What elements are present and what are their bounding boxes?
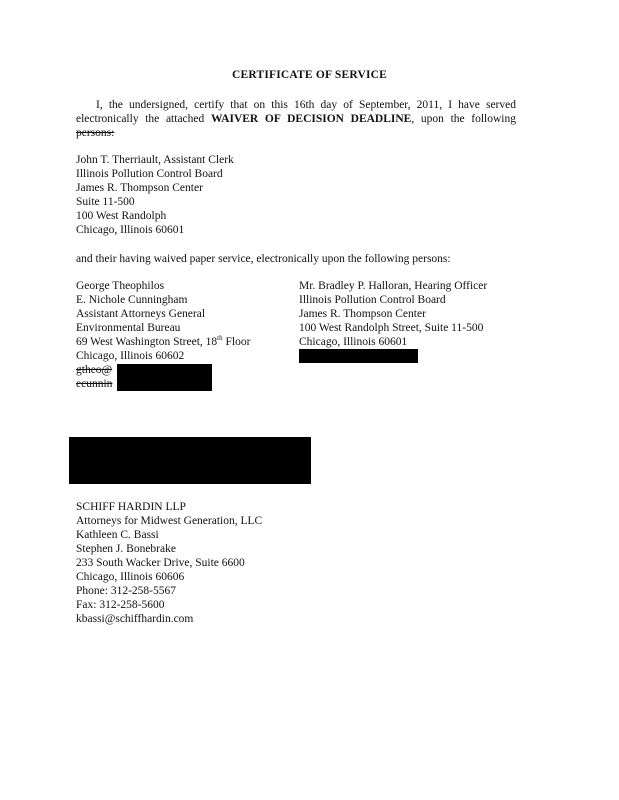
email-line-partial: gtheo@: [76, 364, 113, 376]
address-line: Kathleen C. Bassi: [76, 529, 159, 541]
hearing-officer-block: [299, 279, 487, 349]
address-line: Assistant Attorneys General: [76, 308, 206, 320]
signature-redaction: [69, 437, 311, 484]
ordinal-suffix: th: [217, 334, 223, 343]
address-line: Phone: 312-258-5567: [76, 585, 176, 597]
address-line: Fax: 312-258-5600: [76, 599, 165, 611]
waiver-statement: and their having waived paper service, electronically upon the following persons:: [76, 253, 451, 265]
intro-text: I, the undersigned, certify that on this 16th day of September, 2011, I have served electronically the attached: [76, 99, 516, 125]
email-address: kbassi@schiffhardin.com: [76, 613, 194, 625]
document-title: CERTIFICATE OF SERVICE: [231, 69, 388, 81]
document-name: WAIVER OF DECISION DEADLINE: [210, 113, 412, 125]
address-line: Mr. Bradley P. Halloran, Hearing Officer: [299, 280, 488, 292]
intro-struck-word: persons:: [76, 127, 115, 139]
address-line: Chicago, Illinois 60601: [76, 224, 185, 236]
intro-text-end: , upon the following: [411, 113, 516, 125]
address-line: Illinois Pollution Control Board: [76, 168, 223, 180]
address-line: [76, 335, 250, 349]
address-line: James R. Thompson Center: [299, 308, 426, 320]
address-line: Chicago, Illinois 60601: [299, 336, 408, 348]
address-line: Illinois Pollution Control Board: [299, 294, 446, 306]
clerk-address-block: [76, 153, 234, 237]
address-line: Environmental Bureau: [76, 322, 181, 334]
address-line: 100 West Randolph: [76, 210, 167, 222]
address-line: 100 West Randolph Street, Suite 11-500: [299, 322, 484, 334]
address-line: George Theophilos: [76, 280, 165, 292]
email-line-partial: ecunnin: [76, 378, 113, 390]
address-line: Attorneys for Midwest Generation, LLC: [76, 515, 263, 527]
redaction-bar: [299, 349, 418, 363]
firm-signature-block: [76, 500, 262, 626]
address-line: Chicago, Illinois 60602: [76, 350, 185, 362]
certification-paragraph: [76, 98, 516, 140]
address-line: Chicago, Illinois 60606: [76, 571, 185, 583]
address-line: James R. Thompson Center: [76, 182, 203, 194]
address-line: SCHIFF HARDIN LLP: [76, 501, 186, 513]
address-line: Suite 11-500: [76, 196, 135, 208]
address-line: E. Nichole Cunningham: [76, 294, 188, 306]
redaction-bar: [117, 364, 212, 391]
address-line: Stephen J. Bonebrake: [76, 543, 176, 555]
floor-text: Floor: [222, 336, 251, 348]
address-line: John T. Therriault, Assistant Clerk: [76, 154, 234, 166]
street-text: 69 West Washington Street, 18: [76, 336, 218, 348]
address-line: 233 South Wacker Drive, Suite 6600: [76, 557, 245, 569]
